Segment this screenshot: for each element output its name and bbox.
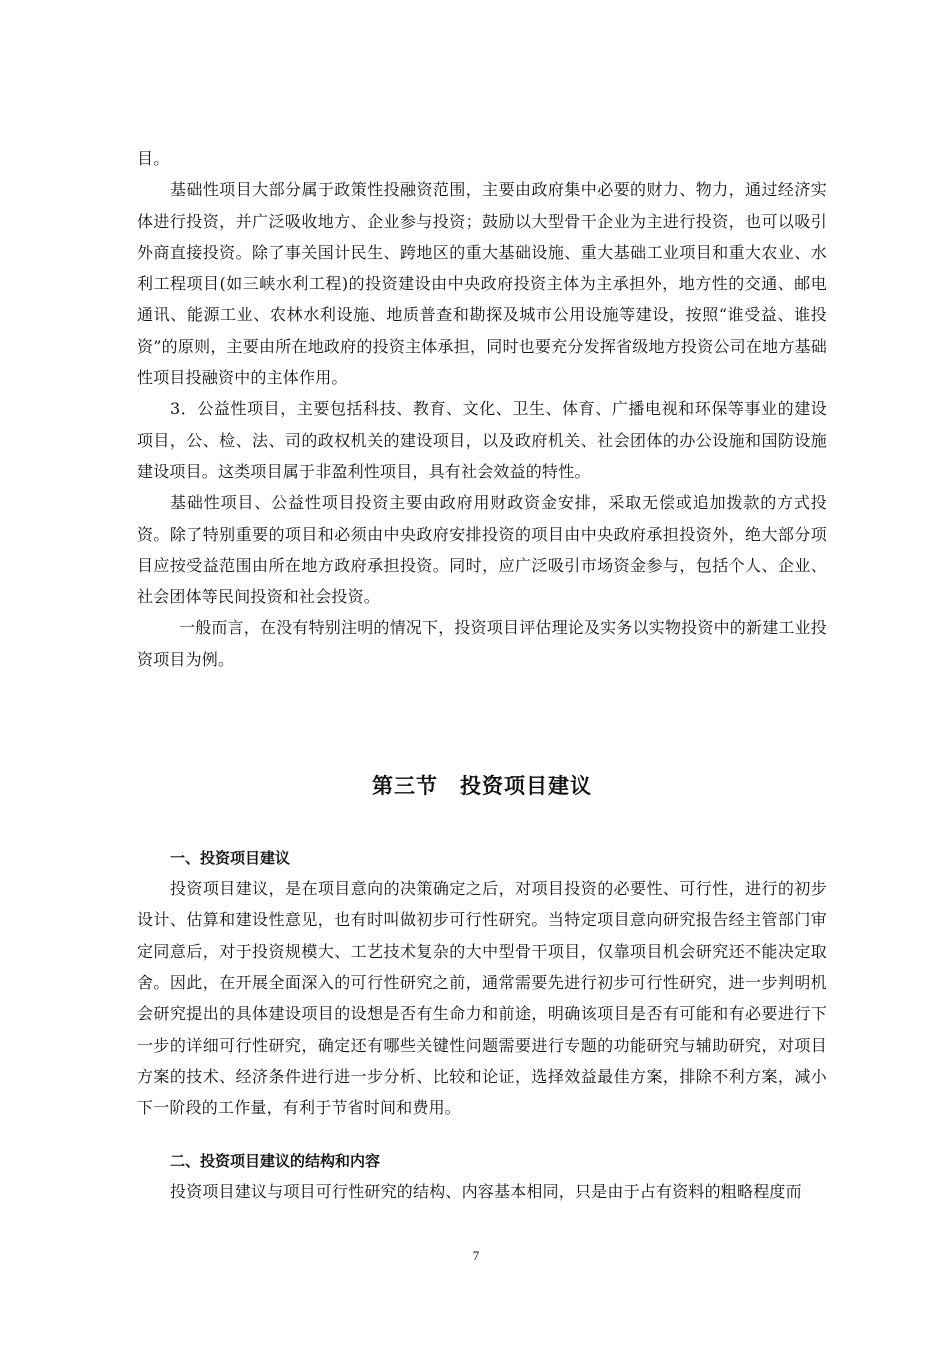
section-title	[137, 771, 827, 801]
section-title-number: 第三节	[372, 774, 438, 799]
subsection-paragraph-1: 投资项目建议，是在项目意向的决策确定之后，对项目投资的必要性、可行性，进行的初步设计、估算和建设性意见，也有时叫做初步可行性研究。当特定项目意向研究报告经主管部门审定同意后，对于投资规模大、工艺技术复杂的大中型骨干项目，仅靠项目机会研究还不能决定取舍。因此，在开展全面深入的可行性研究之前，通常需要先进行初步可行性研究，进一步判明机会研究提出的具体建设项目的设想是否有生命力和前途，明确该项目是否有可能和有必要进行下一步的详细可行性研究，确定还有哪些关键性问题需要进行专题的功能研究与辅助研究，对项目方案的技术、经济条件进行进一步分析、比较和论证，选择效益最佳方案，排除不利方案，减小下一阶段的工作量，有利于节省时间和费用。	[137, 879, 827, 1118]
subsection-heading-1: 一、投资项目建议	[170, 849, 291, 868]
section-title-text: 投资项目建议	[460, 774, 592, 799]
title-spacer	[137, 801, 827, 843]
paragraph-general-note: 一般而言，在没有特别注明的情况下，投资项目评估理论及实务以实物投资中的新建工业投资项目为例。	[137, 618, 828, 669]
subsection-spacer	[137, 1123, 827, 1146]
subsection-heading-2: 二、投资项目建议的结构和内容	[170, 1152, 381, 1171]
paragraph-basic-projects: 基础性项目大部分属于政策性投融资范围，主要由政府集中必要的财力、物力，通过经济实体进行投资，并广泛吸收地方、企业参与投资；鼓励以大型骨干企业为主进行投资，也可以吸引外商直接投资。除了事关国计民生、跨地区的重大基础设施、重大基础工业项目和重大农业、水利工程项目(如三峡水利工程)的投资建设由中央政府投资主体为主承担外，地方性的交通、邮电通讯、能源工业、农林水利设施、地质普查和勘探及城市公用设施等建设，按照“谁受益、谁投资”的原则，主要由所在地政府的投资主体承担，同时也要充分发挥省级地方投资公司在地方基础性项目投融资中的主体作用。	[137, 180, 827, 388]
section-spacer	[137, 675, 827, 771]
subsection-paragraph-2: 投资项目建议与项目可行性研究的结构、内容基本相同，只是由于占有资料的粗略程度而	[170, 1182, 802, 1202]
paragraph-government-funding: 基础性项目、公益性项目投资主要由政府用财政资金安排，采取无偿或追加拨款的方式投资。除了特别重要的项目和必须由中央政府安排投资的项目由中央政府承担投资外，绝大部分项目应按受益范围由所在地方政府承担投资。同时，应广泛吸引市场资金参与，包括个人、企业、社会团体等民间投资和社会投资。	[137, 493, 827, 607]
paragraph-continuation: 目。	[137, 149, 170, 168]
page-content	[137, 143, 827, 1208]
paragraph-public-welfare-projects: 3．公益性项目，主要包括科技、教育、文化、卫生、体育、广播电视和环保等事业的建设项目，公、检、法、司的政权机关的建设项目，以及政府机关、社会团体的办公设施和国防设施建设项目。这类项目属于非盈利性项目，具有社会效益的特性。	[137, 399, 827, 481]
page-number: 7	[472, 1248, 480, 1263]
